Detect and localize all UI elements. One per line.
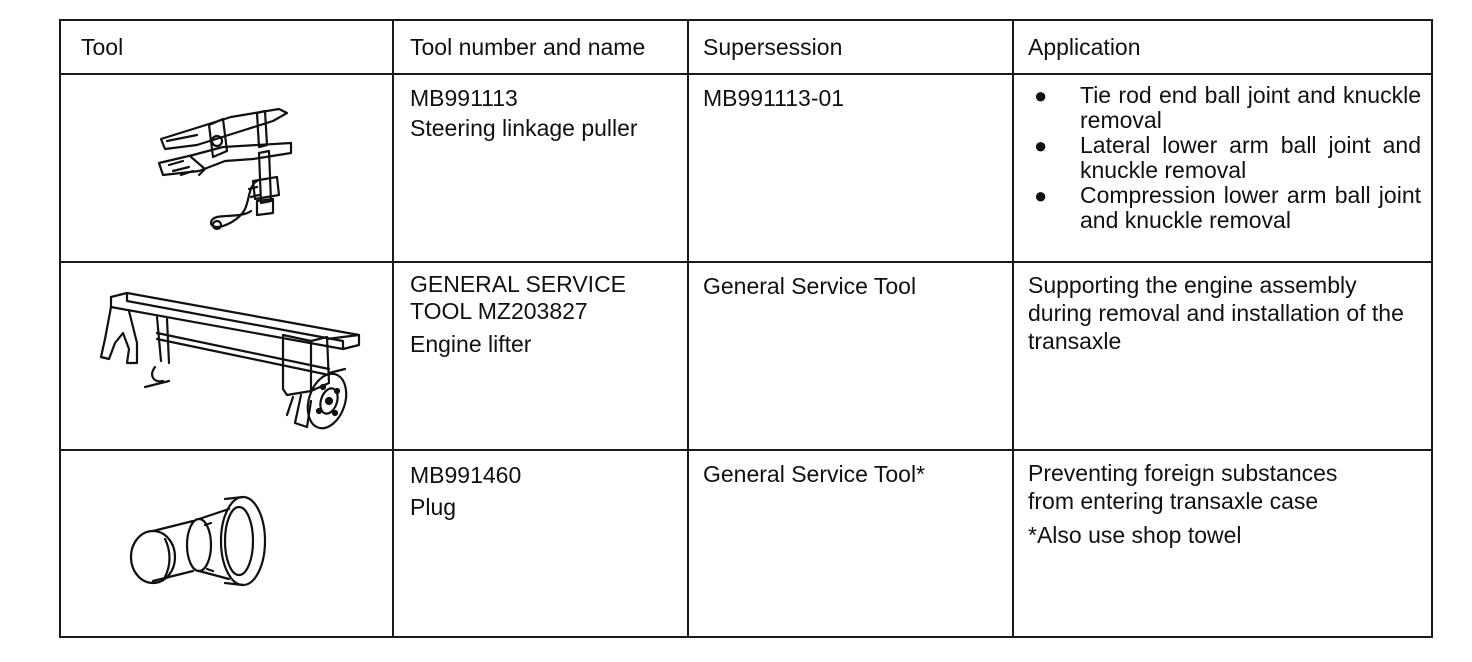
steering-linkage-puller-icon <box>153 89 303 239</box>
application-cell <box>1013 262 1432 450</box>
tool-image-cell <box>60 450 393 637</box>
supersession-value: General Service Tool* <box>703 460 926 487</box>
tool-image-cell <box>60 262 393 450</box>
list-item: ● Lateral lower arm ball joint and knuckle removal <box>1034 132 1421 184</box>
tool-image-cell <box>60 74 393 261</box>
header-tool-label: Tool <box>81 34 124 60</box>
supersession-cell <box>688 262 1013 450</box>
supersession-cell <box>688 450 1013 637</box>
tool-number: MB991460 <box>410 461 522 488</box>
header-application-label: Application <box>1028 34 1141 60</box>
header-supersession <box>688 20 1013 74</box>
bullet-icon: ● <box>1034 183 1048 209</box>
tool-number-line2: TOOL MZ203827 <box>410 297 588 324</box>
special-tools-table <box>59 19 1433 638</box>
header-tool <box>60 20 393 74</box>
tool-number: MB991113 <box>410 85 518 112</box>
list-item: ● Tie rod end ball joint and knuckle removal <box>1034 82 1421 134</box>
supersession-cell <box>688 74 1013 261</box>
application-text: Preventing foreign substances from entering transaxle case <box>1028 459 1338 514</box>
header-supersession-label: Supersession <box>703 34 843 60</box>
tool-number-name-cell <box>393 450 688 637</box>
plug-icon <box>125 485 285 605</box>
tool-number-name-cell <box>393 262 688 450</box>
header-application <box>1013 20 1432 74</box>
tool-number-name-cell <box>393 74 688 261</box>
supersession-value: MB991113-01 <box>703 85 845 112</box>
table-row <box>60 74 1432 261</box>
tool-name: Plug <box>410 493 457 520</box>
application-cell <box>1013 74 1432 261</box>
application-note: *Also use shop towel <box>1028 521 1242 548</box>
engine-lifter-icon <box>97 283 367 433</box>
tool-number-line1: GENERAL SERVICE <box>410 270 627 297</box>
bullet-icon: ● <box>1034 83 1048 109</box>
application-text: Supporting the engine assembly during removal and installation of the transaxle <box>1028 271 1404 354</box>
supersession-value: General Service Tool <box>703 272 917 299</box>
application-cell <box>1013 450 1432 637</box>
header-number-name <box>393 20 688 74</box>
header-number-name-label: Tool number and name <box>410 34 646 60</box>
table-row <box>60 262 1432 450</box>
tool-name: Engine lifter <box>410 330 532 357</box>
table-header-row <box>60 20 1432 74</box>
application-list <box>1028 83 1421 233</box>
tool-name: Steering linkage puller <box>410 115 638 142</box>
table-row <box>60 450 1432 637</box>
bullet-icon: ● <box>1034 133 1048 159</box>
list-item: ● Compression lower arm ball joint and knuckle removal <box>1034 182 1421 234</box>
